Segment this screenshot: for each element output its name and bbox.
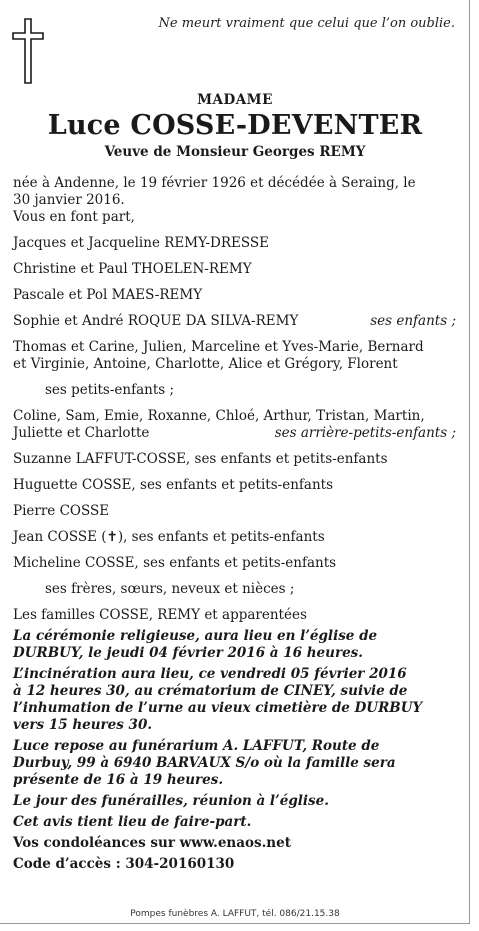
relation-label: ses arrière-petits-enfants ;	[274, 425, 456, 441]
relation-label: ses petits-enfants ;	[45, 382, 175, 398]
great-grandchildren-line: Coline, Sam, Emie, Roxanne, Chloé, Arthur, Tristan, Martin,	[13, 408, 425, 424]
widow-of-line: Veuve de Monsieur Georges REMY	[104, 144, 366, 160]
deceased-name: Luce COSSE-DEVENTER	[47, 110, 423, 141]
intro-line: 30 janvier 2016.	[13, 192, 125, 208]
family-line: Jacques et Jacqueline REMY-DRESSE	[13, 235, 270, 251]
funeral-home-line: Luce repose au funérarium A. LAFFUT, Route de	[13, 738, 380, 754]
sibling-line: Jean COSSE (✝), ses enfants et petits-enfants	[13, 529, 325, 545]
condolences-link-line: Vos condoléances sur www.enaos.net	[13, 835, 291, 851]
epitaph-quote: Ne meurt vraiment que celui que l’on oublie.	[158, 16, 455, 31]
sibling-line: Suzanne LAFFUT-COSSE, ses enfants et petits-enfants	[13, 451, 388, 467]
faire-part-note: Cet avis tient lieu de faire-part.	[13, 814, 252, 830]
family-name: Juliette et Charlotte	[13, 425, 150, 441]
ceremony-block	[13, 628, 456, 662]
cremation-block	[13, 666, 456, 734]
grandchildren-line: Thomas et Carine, Julien, Marceline et Yves-Marie, Bernard	[13, 339, 424, 355]
family-line: Christine et Paul THOELEN-REMY	[13, 261, 252, 277]
cremation-line: L’incinération aura lieu, ce vendredi 05 février 2016	[13, 666, 407, 682]
cross-icon	[12, 18, 44, 84]
intro-line: née à Andenne, le 19 février 1926 et décédée à Seraing, le	[13, 175, 416, 191]
sibling-line: Micheline COSSE, ses enfants et petits-enfants	[13, 555, 337, 571]
sibling-line: Huguette COSSE, ses enfants et petits-enfants	[13, 477, 333, 493]
sibling-line: Pierre COSSE	[13, 503, 110, 519]
ceremony-line: DURBUY, le jeudi 04 février 2016 à 16 heures.	[13, 645, 363, 661]
funeral-home-block	[13, 738, 456, 789]
family-line	[13, 313, 456, 330]
cremation-line: l’inhumation de l’urne au vieux cimetière de DURBUY	[13, 700, 423, 716]
announcement-body	[13, 175, 456, 873]
grandchildren-line: et Virginie, Antoine, Charlotte, Alice et Grégory, Florent	[13, 356, 398, 372]
relation-label: ses frères, sœurs, neveux et nièces ;	[45, 581, 295, 597]
funeral-home-line: Durbuy, 99 à 6940 BARVAUX S/o où la famille sera	[13, 755, 396, 771]
title-prefix: MADAME	[197, 92, 273, 108]
relation-label: ses enfants ;	[370, 313, 456, 329]
access-code: Code d’accès : 304-20160130	[13, 856, 235, 872]
ceremony-line: La cérémonie religieuse, aura lieu en l’église de	[13, 628, 378, 644]
great-grandchildren-line	[13, 425, 456, 442]
cremation-line: vers 15 heures 30.	[13, 717, 153, 733]
funeral-home-line: présente de 16 à 19 heures.	[13, 772, 224, 788]
families-line: Les familles COSSE, REMY et apparentées	[13, 607, 307, 623]
intro-line: Vous en font part,	[13, 209, 135, 225]
family-name: Sophie et André ROQUE DA SILVA-REMY	[13, 313, 299, 329]
title-block	[0, 92, 470, 160]
funeral-director-footer: Pompes funèbres A. LAFFUT, tél. 086/21.15.38	[130, 909, 340, 919]
family-line: Pascale et Pol MAES-REMY	[13, 287, 203, 303]
cremation-line: à 12 heures 30, au crématorium de CINEY, suivie de	[13, 683, 408, 699]
reunion-note: Le jour des funérailles, réunion à l’église.	[13, 793, 329, 809]
